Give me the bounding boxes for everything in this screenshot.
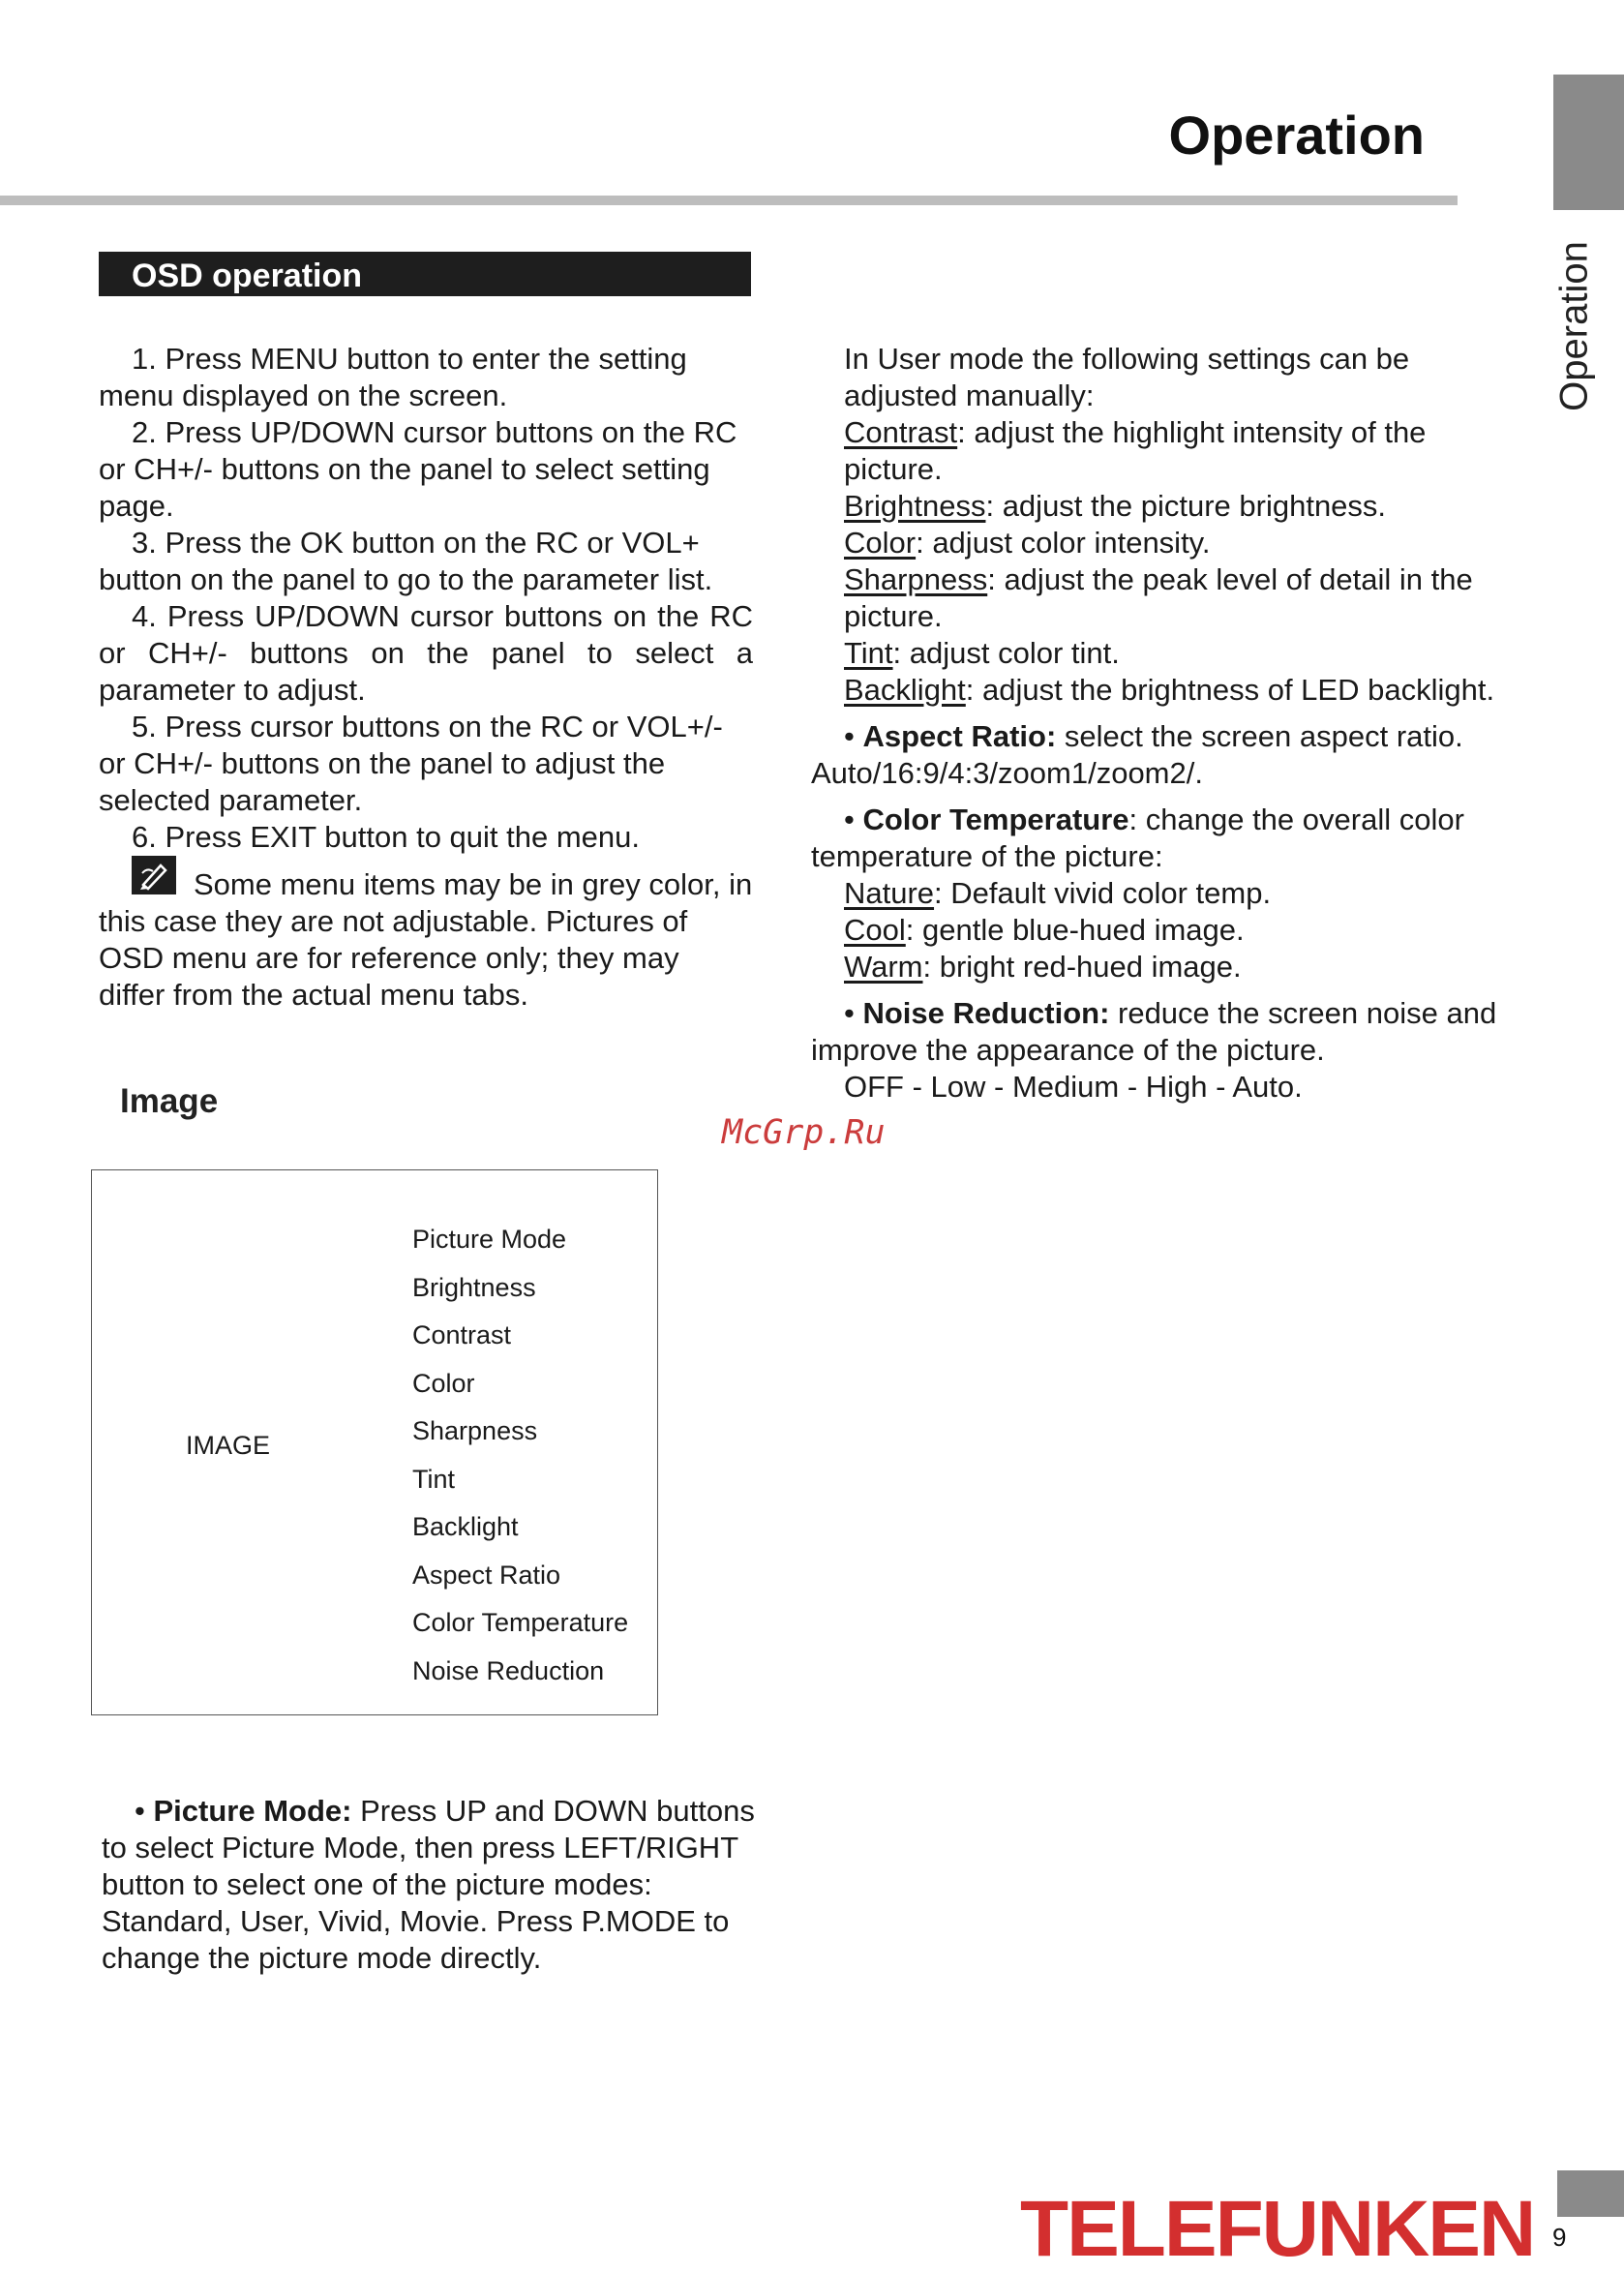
picture-mode-desc: Press UP and DOWN buttons to select Picture Mode, then press LEFT/RIGHT button to select one of the picture modes: Standard, User, Vivid, Movie. Press P.MODE to change the picture mode directly. xyxy=(102,1794,755,1975)
setting-color xyxy=(844,525,1508,561)
step-3: 3. Press the OK button on the RC or VOL+ button on the panel to go to the parameter list. xyxy=(99,526,713,596)
menu-item: Sharpness xyxy=(412,1416,538,1445)
bullet: • xyxy=(844,996,855,1030)
option-warm xyxy=(844,949,1508,985)
steps-column xyxy=(99,341,753,1014)
option-desc: : Default vivid color temp. xyxy=(934,876,1272,910)
user-mode-intro: In User mode the following settings can be adjusted manually: xyxy=(844,342,1410,412)
option-desc: : bright red-hued image. xyxy=(922,950,1242,984)
noise-reduction-desc: reduce the screen noise and improve the appearance of the picture. xyxy=(811,996,1497,1067)
noise-reduction-values: OFF - Low - Medium - High - Auto. xyxy=(844,1070,1303,1104)
menu-item: Color Temperature xyxy=(412,1608,629,1637)
spacer xyxy=(811,792,1508,802)
noise-reduction-label: Noise Reduction: xyxy=(862,996,1110,1030)
spacer xyxy=(811,709,1508,718)
watermark: McGrp.Ru xyxy=(722,1113,886,1152)
setting-term: Brightness xyxy=(844,489,986,523)
user-mode-block xyxy=(811,341,1508,709)
color-temperature-desc: : change the overall color temperature of the picture: xyxy=(811,803,1464,873)
page-number: 9 xyxy=(1552,2223,1567,2252)
picture-mode-text xyxy=(102,1793,760,1977)
setting-term: Color xyxy=(844,526,917,560)
page-title: Operation xyxy=(1168,105,1425,166)
spacer xyxy=(811,985,1508,995)
setting-contrast xyxy=(844,414,1508,488)
step-2: 2. Press UP/DOWN cursor buttons on the RC or CH+/- buttons on the panel to select setting page. xyxy=(99,415,737,523)
menu-item: Contrast xyxy=(412,1320,512,1349)
step-6: 6. Press EXIT button to quit the menu. xyxy=(132,820,641,854)
bullet: • xyxy=(135,1794,145,1828)
section-header-bar xyxy=(99,252,751,296)
section-title: OSD operation xyxy=(132,258,363,294)
setting-term: Tint xyxy=(844,636,893,670)
side-tab-marker xyxy=(1553,75,1624,210)
header-rule xyxy=(0,196,1458,205)
setting-desc: : adjust the picture brightness. xyxy=(985,489,1387,523)
menu-tab-image: IMAGE xyxy=(186,1431,271,1460)
menu-item: Tint xyxy=(412,1464,456,1494)
menu-item-list xyxy=(412,1216,628,1695)
step-5: 5. Press cursor buttons on the RC or VOL+/- or CH+/- buttons on the panel to adjust the selected parameter. xyxy=(99,710,723,817)
note-paragraph xyxy=(99,856,753,1014)
step-4: 4. Press UP/DOWN cursor buttons on the RC or CH+/- buttons on the panel to select a parameter to adjust. xyxy=(99,599,753,707)
step-1: 1. Press MENU button to enter the setting menu displayed on the screen. xyxy=(99,342,687,412)
picture-mode-paragraph xyxy=(102,1793,760,1977)
menu-item: Color xyxy=(412,1368,475,1398)
option-term: Cool xyxy=(844,913,906,947)
side-section-label xyxy=(1541,234,1609,418)
setting-desc: : adjust the peak level of detail in the picture. xyxy=(844,562,1473,633)
setting-term: Sharpness xyxy=(844,562,988,596)
settings-column xyxy=(811,341,1508,1106)
aspect-ratio-desc: select the screen aspect ratio. Auto/16:9/4:3/zoom1/zoom2/. xyxy=(811,719,1463,790)
bullet: • xyxy=(844,719,855,753)
option-nature xyxy=(844,875,1508,912)
option-desc: : gentle blue-hued image. xyxy=(905,913,1245,947)
brand-logo: TELEFUNKEN xyxy=(1020,2185,1535,2273)
setting-sharpness xyxy=(844,561,1508,635)
option-term: Warm xyxy=(844,950,923,984)
color-temperature-paragraph xyxy=(811,802,1508,875)
setting-desc: : adjust color intensity. xyxy=(916,526,1211,560)
setting-desc: : adjust the brightness of LED backlight. xyxy=(965,673,1495,707)
picture-mode-label: Picture Mode: xyxy=(153,1794,352,1828)
setting-brightness xyxy=(844,488,1508,525)
option-term: Nature xyxy=(844,876,935,910)
menu-item: Picture Mode xyxy=(412,1225,567,1254)
aspect-ratio-label: Aspect Ratio: xyxy=(862,719,1057,753)
menu-item: Brightness xyxy=(412,1272,536,1302)
side-label-text: Operation xyxy=(1552,241,1596,411)
noise-reduction-paragraph xyxy=(811,995,1508,1069)
page-tab-marker xyxy=(1557,2170,1624,2217)
bullet: • xyxy=(844,803,855,836)
menu-item: Backlight xyxy=(412,1512,519,1541)
color-temperature-options xyxy=(811,875,1508,985)
setting-term: Backlight xyxy=(844,673,966,707)
color-temperature-label: Color Temperature xyxy=(862,803,1129,836)
option-cool xyxy=(844,912,1508,949)
menu-item: Noise Reduction xyxy=(412,1655,605,1685)
setting-desc: : adjust color tint. xyxy=(892,636,1120,670)
image-heading: Image xyxy=(120,1082,219,1120)
setting-term: Contrast xyxy=(844,415,958,449)
setting-backlight xyxy=(844,672,1508,709)
setting-tint xyxy=(844,635,1508,672)
note-pencil-icon xyxy=(132,856,176,894)
setting-desc: : adjust the highlight intensity of the picture. xyxy=(844,415,1427,486)
menu-item: Aspect Ratio xyxy=(412,1560,561,1590)
note-text: Some menu items may be in grey color, in this case they are not adjustable. Pictures of OSD menu are for reference only; they may differ from the actual menu tabs. xyxy=(99,867,753,1012)
aspect-ratio-paragraph xyxy=(811,718,1508,792)
